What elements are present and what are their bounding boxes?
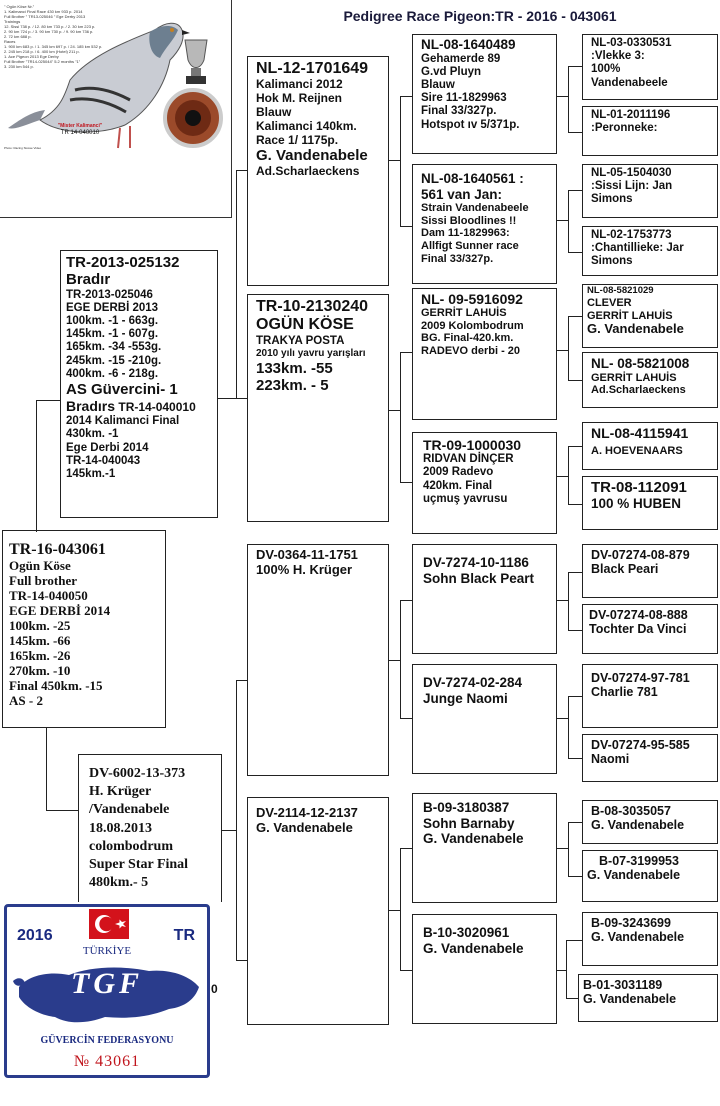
detail-line: 2009 Kolombodrum bbox=[421, 319, 524, 332]
detail-line: Sire 11-1829963 bbox=[421, 92, 507, 105]
photo-note: " Ogün Köse Nr." bbox=[4, 4, 35, 9]
pedigree-box-g3-7 bbox=[412, 793, 557, 903]
connector bbox=[557, 848, 568, 849]
ring-number: DV-07274-95-585 bbox=[591, 738, 690, 752]
photo-note: Full Brother " TR13-025046 " Ege Derby 2013 bbox=[4, 14, 86, 19]
ring-number: B-09-3243699 bbox=[591, 916, 671, 930]
connector bbox=[557, 718, 568, 719]
ring-number: TR-16-043061 bbox=[9, 541, 106, 558]
connector bbox=[568, 572, 569, 630]
detail-line: GERRİT LAHUİS bbox=[421, 307, 507, 320]
pedigree-box-g4-5 bbox=[582, 284, 718, 348]
title-line: AS Güvercini- 1 bbox=[66, 381, 178, 399]
ring-number: B-10-3020961 bbox=[423, 925, 510, 940]
detail-line: :Vlekke 3: bbox=[591, 50, 645, 63]
connector bbox=[557, 600, 568, 601]
pedigree-box-g4-12 bbox=[582, 734, 718, 782]
pedigree-box-g4-3 bbox=[582, 164, 718, 218]
detail-line: G. Vandenabele bbox=[587, 321, 684, 337]
detail-line: Hotspot ıv 5/371p. bbox=[421, 118, 520, 131]
turkish-flag-icon bbox=[89, 909, 129, 939]
pedigree-box-g4-8 bbox=[582, 476, 718, 530]
ring-number: DV-7274-02-284 bbox=[423, 675, 523, 690]
connector bbox=[400, 600, 412, 601]
connector bbox=[389, 910, 400, 911]
connector bbox=[236, 960, 247, 961]
detail-line: 165km. -26 bbox=[9, 648, 71, 664]
breeder-name: G. Vandenabele bbox=[256, 147, 368, 165]
photo-note: 12. Sissi 738 p. / 12. 80 km 733 p. / 2. 30 km 223 p. bbox=[4, 24, 96, 29]
detail-line: Junge Naomi bbox=[423, 690, 508, 706]
detail-line: Race 1/ 1175p. bbox=[256, 132, 339, 147]
connector bbox=[236, 170, 237, 398]
connector bbox=[400, 352, 412, 353]
connector bbox=[568, 504, 582, 505]
connector bbox=[389, 410, 400, 411]
ring-number: TR-08-112091 bbox=[591, 479, 687, 496]
photo-note: 1. Kalimanci Final Race 430 km 933 p. 2014 bbox=[4, 9, 83, 14]
stamp-number: № 43061 bbox=[73, 1053, 141, 1070]
detail-line: 145km. -1 - 607g. bbox=[66, 328, 159, 341]
detail-line: G. Vandenabele bbox=[423, 940, 524, 956]
pigeon-photo-panel bbox=[0, 0, 232, 218]
stamp-year: 2016 bbox=[17, 927, 53, 944]
connector bbox=[557, 350, 568, 351]
pedigree-box-g4-10 bbox=[582, 604, 718, 654]
detail-line: Final 450km. -15 bbox=[9, 677, 103, 693]
connector bbox=[46, 810, 78, 811]
connector bbox=[557, 476, 568, 477]
connector bbox=[568, 822, 569, 876]
ring-number: DV-7274-10-1186 bbox=[423, 555, 529, 570]
detail-line: :Sissi Lijn: Jan bbox=[591, 180, 673, 193]
detail-line: Allfigt Sunner race bbox=[421, 239, 519, 252]
photo-note: 2. 90 km 724 p. / 3. 90 km 730 p. / 9. 90 km 736 p. bbox=[4, 29, 94, 34]
photo-note: 2. 72 km 688 p. bbox=[4, 34, 32, 39]
detail-line: 145km. -66 bbox=[9, 633, 71, 649]
ring-number: DV-07274-97-781 bbox=[591, 671, 690, 685]
detail-line: AS - 2 bbox=[9, 692, 43, 708]
connector bbox=[400, 226, 412, 227]
detail-line: Sohn Barnaby bbox=[423, 815, 515, 831]
ring-number: B-01-3031189 bbox=[583, 978, 663, 992]
pedigree-box-g3-1 bbox=[412, 34, 557, 154]
pedigree-box-g4-13 bbox=[582, 800, 718, 844]
detail-line: 18.08.2013 bbox=[89, 820, 152, 836]
ring-number: NL- 08-5821008 bbox=[591, 356, 690, 371]
connector bbox=[568, 696, 569, 758]
detail-line: 400km. -6 - 218g. bbox=[66, 367, 159, 380]
photo-note: 1. 900 km 683 p. / 1. 345 km 697 p. / 24. 185 km 532 p. bbox=[4, 44, 103, 49]
pedigree-box-g4-9 bbox=[582, 544, 718, 598]
detail-line: 100 % HUBEN bbox=[591, 496, 682, 512]
detail-line: G.vd Pluyn bbox=[421, 65, 482, 78]
ring-number: B-08-3035057 bbox=[591, 804, 671, 818]
tgf-stamp bbox=[4, 904, 210, 1078]
pedigree-box-g3-2 bbox=[412, 164, 557, 284]
connector bbox=[568, 66, 569, 132]
detail-line: Tochter Da Vinci bbox=[589, 622, 687, 637]
connector bbox=[568, 876, 582, 877]
detail-line: Blauw bbox=[256, 104, 292, 119]
ring-number: NL-08-1640489 bbox=[421, 37, 516, 52]
connector bbox=[400, 600, 401, 718]
pedigree-box-dam bbox=[78, 754, 222, 902]
detail-line: Blauw bbox=[421, 78, 455, 91]
detail-line: Hok M. Reijnen bbox=[256, 91, 343, 106]
detail-line: :Peronneke: bbox=[591, 122, 658, 135]
detail-line: 100km. -1 - 663g. bbox=[66, 314, 159, 327]
connector bbox=[236, 680, 247, 681]
detail-line: RIDVAN DİNÇER bbox=[423, 453, 514, 466]
connector bbox=[557, 970, 566, 971]
pedigree-box-g4-1 bbox=[582, 34, 718, 100]
detail-line: A. HOEVENAARS bbox=[591, 445, 683, 458]
photo-note: Trainings bbox=[4, 19, 21, 24]
detail-line: TR-14-040050 bbox=[9, 588, 88, 604]
race-result: 223km. - 5 bbox=[256, 376, 329, 394]
page-title: Pedigree Race Pigeon:TR - 2016 - 043061 bbox=[343, 8, 617, 24]
detail-line: 100% bbox=[591, 63, 621, 76]
detail-line: 270km. -10 bbox=[9, 662, 71, 678]
pedigree-box-g4-14 bbox=[582, 850, 718, 902]
connector bbox=[568, 132, 582, 133]
detail-line: 145km.-1 bbox=[66, 467, 116, 480]
detail-line: Ad.Scharlaeckens bbox=[591, 384, 686, 397]
pigeon-name: 561 van Jan: bbox=[421, 186, 503, 202]
detail-line: Sissi Bloodlines !! bbox=[421, 214, 517, 227]
pedigree-box-g3-3 bbox=[412, 288, 557, 420]
ring-number: NL- 09-5916092 bbox=[421, 291, 523, 307]
detail-line: G. Vandenabele bbox=[591, 818, 685, 833]
connector bbox=[568, 446, 569, 504]
detail-line: EGE DERBİ 2013 bbox=[66, 301, 159, 314]
connector bbox=[568, 316, 582, 317]
detail-line: GERRİT LAHUİS bbox=[587, 309, 673, 322]
pedigree-box-sire bbox=[60, 250, 218, 518]
connector bbox=[568, 572, 582, 573]
photo-note: Full Brother "TR14-025044" 5.2 months "1" bbox=[4, 59, 81, 64]
connector bbox=[568, 696, 582, 697]
pedigree-box-g2-1 bbox=[247, 56, 389, 286]
detail-line: colombodrum bbox=[89, 838, 173, 854]
pedigree-box-g4-15 bbox=[582, 912, 718, 966]
pedigree-box-g4-2 bbox=[582, 106, 718, 156]
detail-line: Simons bbox=[591, 193, 633, 206]
connector bbox=[400, 718, 412, 719]
ring-number: TR-2013-025132 bbox=[66, 254, 180, 271]
photo-note: 2. 245 km 218 p. / 6. 400 km (Hotel) 211 p. bbox=[4, 49, 80, 54]
stamp-country: TÜRKİYE bbox=[82, 945, 132, 957]
connector bbox=[557, 96, 568, 97]
detail-line: Super Star Final bbox=[89, 856, 189, 872]
detail-line: Final 33/327p. bbox=[421, 252, 494, 265]
pedigree-box-g4-11 bbox=[582, 664, 718, 728]
photo-caption-name: "Mister Kalimanci" bbox=[57, 123, 103, 129]
ring-number: NL-08-1640561 : bbox=[421, 171, 524, 186]
pedigree-box-subject bbox=[2, 530, 166, 728]
detail-line: :Chantillieke: Jar bbox=[591, 242, 684, 255]
detail-line: Kalimanci 140km. bbox=[256, 118, 357, 133]
pedigree-box-g3-6 bbox=[412, 664, 557, 774]
brother-ring: TR-14-040010 bbox=[118, 400, 196, 415]
pigeon-name: Bradır bbox=[66, 271, 111, 289]
detail-line: uçmuş yavrusu bbox=[423, 492, 508, 505]
ring-number: TR-09-1000030 bbox=[423, 437, 522, 453]
detail-line: Ogün Köse bbox=[9, 558, 71, 574]
detail-line: Dam 11-1829963: bbox=[421, 227, 510, 240]
detail-line: Ad.Scharlaeckens bbox=[256, 163, 360, 178]
pedigree-box-g3-5 bbox=[412, 544, 557, 654]
pedigree-box-g4-6 bbox=[582, 352, 718, 408]
pedigree-box-g4-16 bbox=[578, 974, 718, 1022]
photo-note: Races bbox=[4, 39, 16, 44]
connector bbox=[236, 680, 237, 960]
ring-number: NL-12-1701649 bbox=[256, 60, 369, 77]
connector bbox=[236, 398, 247, 399]
detail-line: 2010 yılı yavru yarışları bbox=[256, 348, 366, 359]
photo-caption-ring: TR 14-040010 bbox=[60, 130, 100, 136]
connector bbox=[400, 352, 401, 482]
ring-number: TR-10-2130240 bbox=[256, 298, 369, 315]
connector bbox=[222, 830, 236, 831]
detail-line: 100% H. Krüger bbox=[256, 561, 353, 577]
connector bbox=[46, 728, 47, 810]
detail-line: Ege Derbi 2014 bbox=[66, 441, 149, 454]
detail-line: Sohn Black Peart bbox=[423, 570, 535, 586]
ring-number: DV-2114-12-2137 bbox=[256, 805, 358, 820]
ring-number: NL-08-5821029 bbox=[587, 285, 654, 296]
connector bbox=[389, 660, 400, 661]
race-result: 133km. -55 bbox=[256, 359, 333, 377]
detail-line: Black Peari bbox=[591, 562, 659, 577]
detail-line: G. Vandenabele bbox=[256, 819, 353, 835]
connector bbox=[568, 630, 582, 631]
detail-line: TR-14-040043 bbox=[66, 454, 141, 467]
detail-line: G. Vandenabele bbox=[587, 868, 681, 883]
detail-line: 420km. Final bbox=[423, 479, 493, 492]
ring-number: NL-03-0330531 bbox=[591, 37, 672, 49]
detail-line: EGE DERBİ 2014 bbox=[9, 603, 111, 619]
detail-line: RADEVO derbi - 20 bbox=[421, 345, 521, 358]
connector bbox=[218, 398, 236, 399]
ring-number: DV-0364-11-1751 bbox=[256, 547, 358, 562]
connector bbox=[557, 220, 568, 221]
pedigree-box-g3-8 bbox=[412, 914, 557, 1024]
connector bbox=[568, 822, 582, 823]
connector bbox=[568, 190, 582, 191]
ring-number: NL-08-4115941 bbox=[591, 425, 689, 441]
connector bbox=[389, 160, 400, 161]
detail-line: CLEVER bbox=[587, 296, 632, 309]
brother-label: Bradırs bbox=[66, 398, 116, 415]
connector bbox=[400, 970, 412, 971]
connector bbox=[566, 940, 582, 941]
pedigree-box-g2-2 bbox=[247, 294, 389, 522]
detail-line: Naomi bbox=[591, 752, 630, 767]
connector bbox=[400, 848, 412, 849]
detail-line: H. Krüger bbox=[89, 784, 152, 800]
connector bbox=[400, 96, 412, 97]
connector bbox=[400, 96, 401, 226]
detail-line: TRAKYA POSTA bbox=[256, 334, 345, 347]
ring-number: NL-01-2011196 bbox=[591, 109, 671, 121]
connector bbox=[36, 400, 60, 401]
pedigree-box-g2-3 bbox=[247, 544, 389, 776]
ring-number: B-07-3199953 bbox=[599, 854, 679, 868]
connector bbox=[36, 400, 37, 532]
breeder-name: OGÜN KÖSE bbox=[256, 316, 354, 334]
ring-number: B-09-3180387 bbox=[423, 800, 510, 815]
photo-note: 1. Ace Pigeon 2013 Ege Derby bbox=[4, 54, 59, 59]
detail-line: Simons bbox=[591, 255, 633, 268]
connector bbox=[566, 940, 567, 998]
detail-line: Vandenabeele bbox=[591, 76, 668, 89]
stray-mark: 0 bbox=[211, 982, 218, 996]
detail-line: DV-6002-13-373 bbox=[89, 766, 186, 781]
ring-number: NL-02-1753773 bbox=[591, 229, 672, 241]
stamp-code: TR bbox=[173, 927, 195, 944]
detail-line: Strain Vandenabeele bbox=[421, 202, 529, 215]
detail-line: BG. Final-420.km. bbox=[421, 332, 514, 345]
detail-line: 165km. -34 -553g. bbox=[66, 341, 162, 354]
pedigree-box-g4-7 bbox=[582, 422, 718, 470]
photo-footer: Photo: Racing Slosse Video bbox=[4, 146, 42, 150]
detail-line: 100km. -25 bbox=[9, 618, 71, 634]
detail-line: Final 33/327p. bbox=[421, 105, 497, 118]
detail-line: 2014 Kalimanci Final bbox=[66, 415, 180, 428]
connector bbox=[236, 170, 247, 171]
detail-line: Gehamerde 89 bbox=[421, 52, 501, 65]
detail-line: /Vandenabele bbox=[89, 802, 170, 818]
detail-line: TR-2013-025046 bbox=[66, 288, 153, 301]
connector bbox=[568, 446, 582, 447]
detail-line: Full brother bbox=[9, 573, 78, 589]
detail-line: 480km.- 5 bbox=[89, 875, 149, 891]
detail-line: Kalimanci 2012 bbox=[256, 77, 343, 92]
ring-number: NL-05-1504030 bbox=[591, 167, 672, 179]
connector bbox=[400, 848, 401, 970]
pedigree-box-g2-4 bbox=[247, 797, 389, 1025]
detail-line: G. Vandenabele bbox=[583, 992, 677, 1007]
detail-line: G. Vandenabele bbox=[423, 831, 524, 847]
connector bbox=[568, 380, 582, 381]
detail-line: GERRİT LAHUİS bbox=[591, 371, 677, 384]
pedigree-box-g3-4 bbox=[412, 432, 557, 534]
connector bbox=[568, 66, 582, 67]
connector bbox=[568, 316, 569, 380]
detail-line: 245km. -15 -210g. bbox=[66, 354, 162, 367]
detail-line: 2009 Radevo bbox=[423, 466, 494, 479]
detail-line: G. Vandenabele bbox=[591, 930, 685, 945]
connector bbox=[568, 252, 582, 253]
connector bbox=[568, 758, 582, 759]
photo-note: 3. 230 km 544 p. bbox=[4, 64, 34, 69]
detail-line: 430km. -1 bbox=[66, 428, 119, 441]
ring-number: DV-07274-08-879 bbox=[591, 548, 690, 562]
pedigree-box-g4-4 bbox=[582, 226, 718, 276]
ring-number: DV-07274-08-888 bbox=[589, 608, 688, 622]
detail-line: Charlie 781 bbox=[591, 685, 658, 700]
connector bbox=[568, 190, 569, 252]
connector bbox=[566, 998, 578, 999]
pigeon-illustration bbox=[0, 0, 232, 218]
stamp-federation: GÜVERCİN FEDERASYONU bbox=[40, 1035, 174, 1046]
stamp-logo: TGF bbox=[71, 967, 143, 1000]
connector bbox=[400, 482, 412, 483]
